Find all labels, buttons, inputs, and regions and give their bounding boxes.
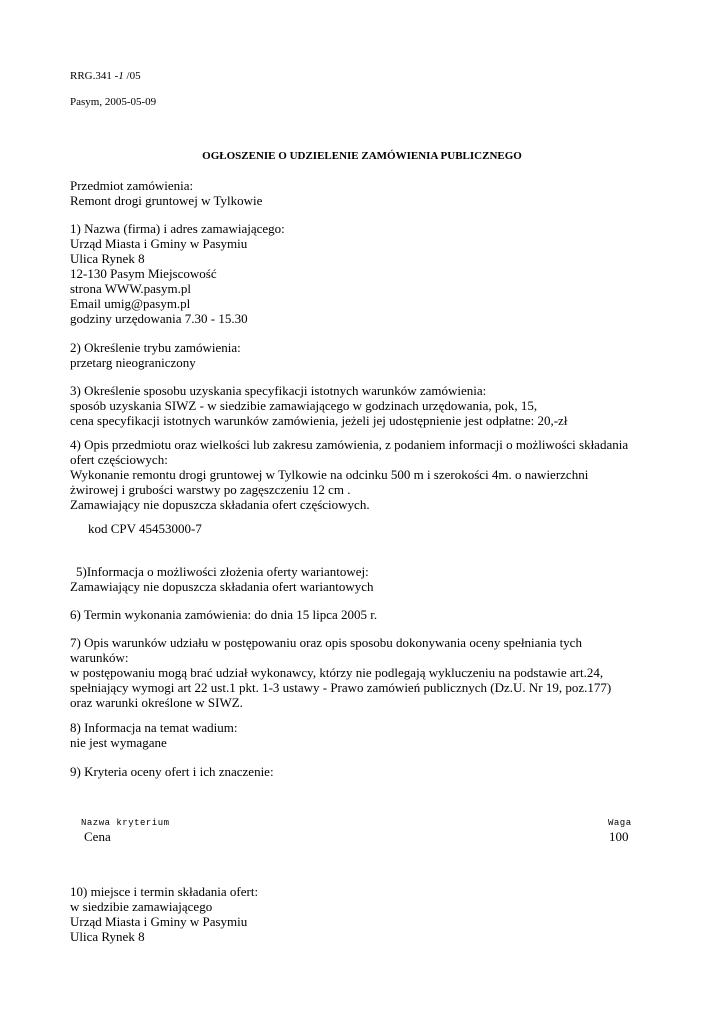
cpv-code: kod CPV 45453000-7 <box>88 521 202 536</box>
section-10 <box>70 884 258 944</box>
section-2-line: przetarg nieograniczony <box>70 355 196 370</box>
section-2 <box>70 340 241 370</box>
section-1-line: Email umig@pasym.pl <box>70 296 191 311</box>
subject-heading: Przedmiot zamówienia: <box>70 178 194 193</box>
section-1-line: 12-130 Pasym Miejscowość <box>70 266 217 281</box>
section-1 <box>70 221 285 326</box>
criteria-column-weight-header: Waga <box>608 818 632 828</box>
section-6-heading: 6) Termin wykonania zamówienia: do dnia 15 lipca 2005 r. <box>70 607 378 622</box>
subject-value: Remont drogi gruntowej w Tylkowie <box>70 193 263 208</box>
section-4-line: 4) Opis przedmiotu oraz wielkości lub zakresu zamówienia, z podaniem informacji o możliwości składania <box>70 437 629 452</box>
subject-section <box>70 178 262 208</box>
section-2-heading: 2) Określenie trybu zamówienia: <box>70 340 241 355</box>
section-10-line: Urząd Miasta i Gminy w Pasymiu <box>70 914 248 929</box>
section-7 <box>70 635 611 710</box>
section-3 <box>70 383 567 428</box>
section-8 <box>70 720 238 750</box>
section-10-line: w siedzibie zamawiającego <box>70 899 213 914</box>
section-7-line: 7) Opis warunków udziału w postępowaniu oraz opis sposobu dokonywania oceny spełniania tych <box>70 635 582 650</box>
criteria-column-name-header: Nazwa kryterium <box>81 818 170 828</box>
section-1-line: strona WWW.pasym.pl <box>70 281 191 296</box>
section-4-line: Zamawiający nie dopuszcza składania ofert częściowych. <box>70 497 370 512</box>
criteria-weight-cell: 100 <box>609 829 629 844</box>
section-7-line: warunków: <box>70 650 129 665</box>
section-7-line: w postępowaniu mogą brać udział wykonawcy, którzy nie podlegają wykluczeniu na podstawie art.24, <box>70 665 604 680</box>
section-1-line: Urząd Miasta i Gminy w Pasymiu <box>70 236 248 251</box>
ref-prefix: RRG.341 - <box>70 70 119 82</box>
section-7-line: oraz warunki określone w SIWZ. <box>70 695 243 710</box>
section-5-heading: 5)Informacja o możliwości złożenia oferty wariantowej: <box>76 564 369 579</box>
section-7-line: spełniający wymogi art 22 ust.1 pkt. 1-3 ustawy - Prawo zamówień publicznych (Dz.U. Nr 19, poz.177) <box>70 680 612 695</box>
section-4-line: ofert częściowych: <box>70 452 168 467</box>
section-8-heading: 8) Informacja na temat wadium: <box>70 720 238 735</box>
section-10-heading: 10) miejsce i termin składania ofert: <box>70 884 259 899</box>
ref-suffix: /05 <box>123 70 141 82</box>
section-6 <box>70 607 377 622</box>
section-5-line: Zamawiający nie dopuszcza składania ofert wariantowych <box>70 579 374 594</box>
document-title: OGŁOSZENIE O UDZIELENIE ZAMÓWIENIA PUBLICZNEGO <box>202 150 522 162</box>
section-9 <box>70 764 274 779</box>
ref-number-italic: 1 <box>118 70 124 82</box>
section-9-heading: 9) Kryteria oceny ofert i ich znaczenie: <box>70 764 274 779</box>
section-8-line: nie jest wymagane <box>70 735 167 750</box>
section-4-line: Wykonanie remontu drogi gruntowej w Tylkowie na odcinku 500 m i szerokości 4m. o nawierzchni <box>70 467 589 482</box>
place-date: Pasym, 2005-05-09 <box>70 96 157 108</box>
section-3-line: sposób uzyskania SIWZ - w siedzibie zamawiającego w godzinach urzędowania, pok, 15, <box>70 398 538 413</box>
section-10-line: Ulica Rynek 8 <box>70 929 145 944</box>
section-1-heading: 1) Nazwa (firma) i adres zamawiającego: <box>70 221 285 236</box>
section-5 <box>70 564 374 594</box>
section-1-line: godziny urzędowania 7.30 - 15.30 <box>70 311 248 326</box>
criteria-name-cell: Cena <box>84 829 111 844</box>
section-1-line: Ulica Rynek 8 <box>70 251 145 266</box>
section-3-line: cena specyfikacji istotnych warunków zamówienia, jeżeli jej udostępnienie jest odpłatne: 20,-zł <box>70 413 568 428</box>
section-4-line: żwirowej i grubości warstwy po zagęszczeniu 12 cm . <box>70 482 351 497</box>
section-3-heading: 3) Określenie sposobu uzyskania specyfikacji istotnych warunków zamówienia: <box>70 383 487 398</box>
reference-number <box>70 70 141 83</box>
section-4 <box>70 437 628 512</box>
